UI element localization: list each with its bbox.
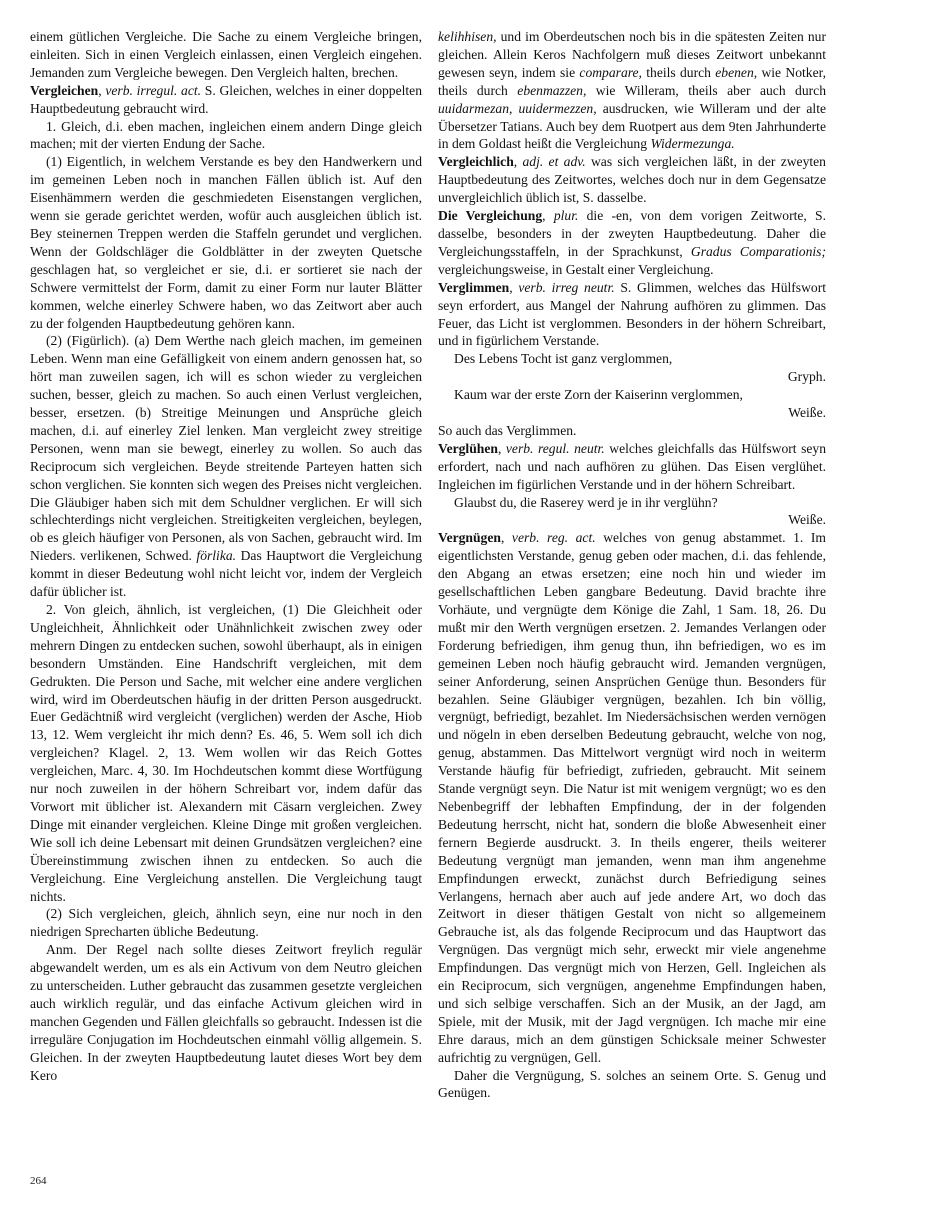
- text-run: Weiße.: [788, 405, 826, 421]
- headword: Verglühen: [438, 440, 498, 456]
- text-run: theils durch: [641, 64, 716, 80]
- paragraph: [30, 28, 422, 82]
- headword: Die Vergleichung: [438, 208, 543, 224]
- text-run: ausdrucken, wie Willeram und der alte Übersetzer Tatians. Auch bey dem Ruotpert aus dem 9ten Jahrhunderte in dem Goldast heißt die Vergleichung: [438, 100, 827, 152]
- text-run: Das Hauptwort die Vergleichung kommt in dieser Bedeutung wohl nicht leicht vor, indem der Vergleich dafür üblicher ist.: [30, 548, 422, 600]
- italic-term: adj. et adv.: [522, 154, 586, 170]
- text-run: ,: [497, 440, 506, 456]
- text-run: welches von genug abstammet. 1. Im eigentlichsten Verstande, genug geben oder machen, d.i. das fehlende, den Abgang an etwas ersetzen; eine noch hin und wieder im gesellschaftlichen Leben gangbare Bedeutung. David brachte ihre Vorhäute, und vergnügte dem Könige die Zahl, 1 Sam. 18, 26. Du mußt mir den Werth vergnügen ersetzen. 2. Jemandes Verlangen oder Forderung befriedigen, ihm genug thun, ihn befriedigen, wo es im gemeinen Leben noch häufig gebraucht wird. Jemanden vergnügen, seiner Anforderung, seinen Ansprüchen Genüge thun. Besonders für bezahlen. Seine Gläubiger vergnügen, bezahlen. Ich bin völlig, vergnügt, befriedigt, bezahlet. Im Niedersächsischen werden vernögen und nögeln in eben derselben Bedeutung gebraucht, welche von nog, genug, abstammen. Das Mittelwort vergnügt wird noch in weiterm Verstande häufig für befriedigt, zufrieden, gebraucht. Mit seinem Stande vergnügt seyn. Die Natur ist mit wenigem vergnügt; wo es den Nebenbegriff der lebhaften Empfindung, der in der folgenden Bedeutung herrscht, nicht hat, sondern die bloße Abwesenheit einer fernern Begierde ausdruckt. 3. In theils engerer, theils weiterer Bedeutung vergnügt man jemanden, wenn man ihm angenehme Empfindungen erweckt, zunächst durch Befriedigung seines Verlangens, hernach aber auch auf jede andere Art, wo doch das Zeitwort in dieser thätigen Gestalt von nicht so allgemeinem Gebrauche ist, als das folgende Reciprocum und das Hauptwort das Vergnügen. Das vergnügt mich sehr, erweckt mir viele angenehme Empfindungen. Das vergnügt mich von Herzen, Gell. Ingleichen als ein Reciprocum, sich vergnügen, angenehme Empfindungen haben, und sich selbige verschaffen. Sich an der Musik, an der Jagd, am Spiele, mit der Musik, mit der Jagd vergnügen. Ich mache mir eine Ehre daraus, mich an dem günstigen Schicksale meiner Schwester aufrichtig zu vergnügen, Gell.: [438, 530, 826, 1065]
- text-run: und im Oberdeutschen noch bis in die spätesten Zeiten nur gleichen. Allein Keros Nachfolgern muß dieses Zeitwort unbekannt gewesen seyn, indem sie: [438, 29, 826, 80]
- paragraph: [438, 28, 826, 153]
- text-run: Kaum war der erste Zorn der Kaiserinn verglommen,: [454, 387, 743, 403]
- italic-term: comparare,: [579, 64, 642, 80]
- paragraph: [30, 153, 422, 332]
- dictionary-entry: [30, 82, 422, 118]
- text-run: Anm. Der Regel nach sollte dieses Zeitwort freylich regulär abgewandelt werden, um es als ein Activum von dem Neutro gleichen zu unterscheiden. Luther gebraucht das zusammen gesetzte vergleichen auch wirklich regulär, und das einfache Activum gleichen wird in manchen Gegenden und Fällen gleichfalls so gebraucht. Indessen ist die irreguläre Conjugation im Hochdeutschen einmahl völlig allgemein. S. Gleichen. In der zweyten Hauptbedeutung lautet dieses Wort bey dem Kero: [30, 942, 422, 1083]
- dictionary-entry: [438, 279, 826, 351]
- text-run: Weiße.: [788, 512, 826, 528]
- page-number: 264: [30, 1175, 47, 1187]
- text-run: ,: [542, 208, 554, 224]
- left-column: [30, 28, 422, 1084]
- text-run: S. Glimmen, welches das Hülfswort seyn erfordert, aus Mangel der Nahrung aufhören zu glimmen. Das Feuer, das Licht ist verglommen. Besonders in der höhern Schreibart, und in figürlichem Verstande.: [438, 279, 826, 349]
- italic-term: förlika.: [196, 548, 237, 564]
- italic-term: plur.: [553, 208, 579, 224]
- italic-term: ebenmazzen,: [517, 82, 587, 98]
- text-run: wie Notker, theils durch: [438, 64, 826, 98]
- paragraph: [438, 1067, 826, 1103]
- text-run: einem gütlichen Vergleiche. Die Sache zu einem Vergleiche bringen, einleiten. Sich in einen Vergleich einlassen, einen Vergleich eingehen. Jemanden zum Vergleiche bewegen. Den Vergleich halten, brechen.: [30, 29, 422, 80]
- italic-term: verb. irregul. act.: [105, 82, 202, 98]
- italic-term: verb. reg. act.: [511, 530, 596, 546]
- quotation-attribution: [438, 404, 826, 422]
- text-run: S. Gleichen, welches in einer doppelten Hauptbedeutung gebraucht wird.: [30, 82, 422, 116]
- text-run: (2) Sich vergleichen, gleich, ähnlich seyn, eine nur noch in den niedrigen Sprecharten übliche Bedeutung.: [30, 906, 422, 940]
- paragraph: [30, 118, 422, 154]
- dictionary-entry: [438, 153, 826, 207]
- quotation-attribution: [438, 511, 826, 529]
- quotation-line: [438, 386, 826, 404]
- italic-term: kelihhisen,: [438, 29, 497, 44]
- text-run: welches gleichfalls das Hülfswort seyn erfordert, nach und nach aufhören zu glühen. Das Eisen verglühet. Ingleichen im figürlichen Verstande und in der höhern Schreibart.: [438, 440, 827, 492]
- text-run: Gryph.: [787, 369, 826, 385]
- italic-term: verb. irreg neutr.: [518, 279, 615, 295]
- paragraph: [30, 601, 422, 905]
- text-run: ,: [513, 154, 523, 170]
- dictionary-entry: [438, 440, 826, 494]
- headword: Vergleichen: [30, 82, 99, 98]
- paragraph: [30, 332, 422, 601]
- italic-term: Gradus Comparationis;: [690, 243, 826, 259]
- text-run: So auch das Verglimmen.: [438, 422, 577, 438]
- text-run: vergleichungsweise, in Gestalt einer Vergleichung.: [438, 261, 714, 277]
- italic-term: Widermezunga.: [650, 136, 735, 152]
- dictionary-entry: [438, 207, 826, 279]
- text-run: wie Willeram, theils aber auch durch: [586, 82, 826, 98]
- right-column: [438, 28, 826, 1102]
- text-run: ,: [500, 530, 512, 546]
- headword: Vergleichlich: [438, 154, 514, 170]
- paragraph: [438, 422, 826, 440]
- headword: Vergnügen: [438, 530, 501, 546]
- italic-term: ebenen,: [715, 64, 758, 80]
- headword: Verglimmen: [438, 279, 510, 295]
- text-run: (2) (Figürlich). (a) Dem Werthe nach gleich machen, im gemeinen Leben. Wenn man eine Gefälligkeit von einem andern genossen hat, so hört man zuweilen sagen, ich will es schon wieder zu vergleichen suchen, besser, gleich zu machen. So auch einen Verlust vergleichen, besser, ersetzen. (b) Streitige Meinungen und Ansprüche gleich machen, d.i. auf einerley Ziel lenken. Man vergleicht zwey streitige Personen, wenn man sie bewegt, einerley zu wollen. So auch das Reciprocum sich vergleichen. Beyde streitende Parteyen hatten sich schon verglichen. Sie konnten sich wegen des Preises nicht vergleichen. Die Gläubiger haben sich mit dem Schuldner verglichen. Er will sich schlechterdings nicht vergleichen. Streitigkeiten vergleichen, beylegen, ob es gleich häufiger von Personen, als von Sachen, gebraucht wird. Im Nieders. verlikenen, Schwed.: [30, 333, 422, 564]
- text-run: Daher die Vergnügung, S. solches an seinem Orte. S. Genug und Genügen.: [438, 1067, 826, 1101]
- quotation-line: [438, 350, 826, 368]
- text-run: die -en, von dem vorigen Zeitworte, S. dasselbe, besonders in der zweyten Hauptbedeutung. Daher die Vergleichungsstaffeln, in der Sprachkunst,: [438, 208, 827, 259]
- quotation-attribution: [438, 368, 826, 386]
- text-run: 1. Gleich, d.i. eben machen, ingleichen einem andern Dinge gleich machen; mit der vierten Endung der Sache.: [30, 118, 422, 152]
- italic-term: verb. regul. neutr.: [505, 440, 605, 456]
- dictionary-entry: [438, 529, 826, 1066]
- text-run: 2. Von gleich, ähnlich, ist vergleichen, (1) Die Gleichheit oder Ungleichheit, Ähnlichkeit oder Unähnlichkeit zwischen zwey oder mehrern Dingen zu entdecken suchen, sowohl überhaupt, als in einigen besondern Umständen. Eine Handschrift vergleichen, mit dem Gedrukten. Die Person und Sache, mit welcher eine andere verglichen wird, wird im Oberdeutschen häufig in der dritten Person ausgedruckt. Euer Gedächtniß wird vergleicht (verglichen) werden der Asche, Hiob 13, 12. Wem vergleicht ihr mich denn? Es. 46, 5. Wem soll ich dich vergleichen? Klagel. 2, 13. Wem wollen wir das Reich Gottes vergleichen, Marc. 4, 30. Im Hochdeutschen kommt diese Wortfügung nur noch zuweilen in der höhern Schreibart vor, indem dafür das Vorwort mit üblicher ist. Alexandern mit Cäsarn vergleichen. Zwey Dinge mit einander vergleichen. Kleine Dinge mit großen vergleichen. Wie soll ich deine Lebensart mit deinen Grundsätzen vergleichen? eine Übereinstimmung zwischen ihnen zu entdecken. So auch die Vergleichung. Eine Vergleichung anstellen. Die Vergleichung taugt nichts.: [30, 602, 422, 904]
- text-run: was sich vergleichen läßt, in der zweyten Hauptbedeutung des Zeitwortes, welches doch nur in dem Gegensatze unvergleichlich üblich ist, S. dasselbe.: [438, 154, 826, 206]
- quotation-line: [438, 494, 826, 512]
- text-run: (1) Eigentlich, in welchem Verstande es bey den Handwerkern und im gemeinen Leben noch in manchen Fällen üblich ist. Auf den Eisenhämmern werden die geschmiedeten Eisenstangen verglichen, wenn sie gerade gerichtet werden, wofür auch ausgleichen üblich ist. Bey steinernen Treppen werden die Staffeln gerundet und verglichen. Wenn der Goldschläger die Goldblätter in der zweyten Quetsche geschlagen hat, so vergleichet er sie, d.i. er sortieret sie nach der Schwere vermittelst der Form, damit zu einer Form nur lauter Blätter kommen, welche einerley Schwere haben, wo das Zeitwort aber auch zu der folgenden Hauptbedeutung gehören kann.: [30, 154, 422, 331]
- paragraph: [30, 905, 422, 941]
- text-run: ,: [98, 82, 106, 98]
- italic-term: uuidarmezan, uuidermezzen,: [438, 100, 597, 116]
- text-run: Des Lebens Tocht ist ganz verglommen,: [454, 351, 673, 367]
- text-run: ,: [509, 279, 519, 295]
- paragraph: [30, 941, 422, 1084]
- text-run: Glaubst du, die Raserey werd je in ihr verglühn?: [454, 494, 718, 510]
